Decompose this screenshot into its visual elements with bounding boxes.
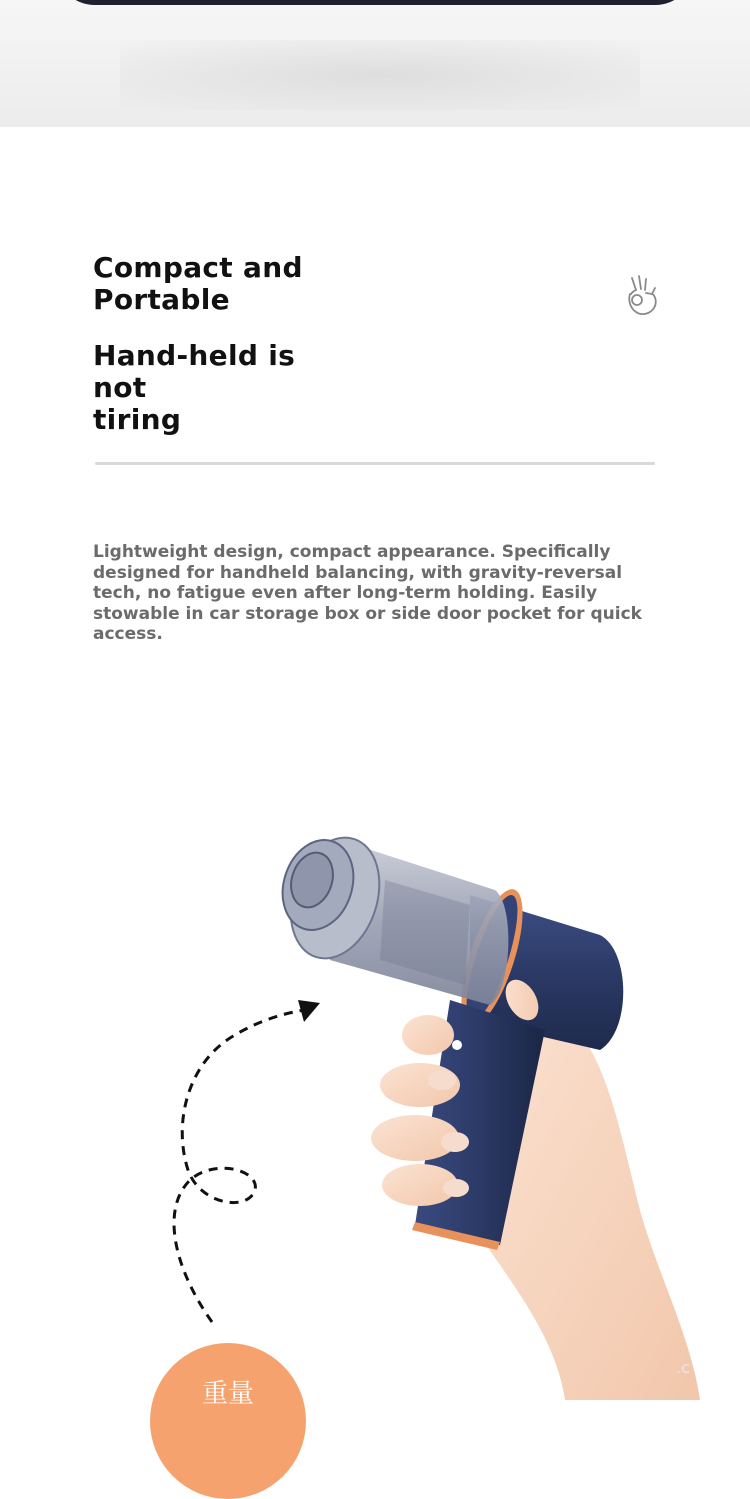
watermark: .c — [676, 1358, 690, 1377]
ok-hand-icon — [624, 274, 660, 318]
top-product-banner — [0, 0, 750, 127]
banner-shadow — [120, 40, 640, 110]
feature-title-line1: Compact and — [93, 251, 303, 284]
feature-description: Lightweight design, compact appearance. Specifically designed for handheld balancing, with gravity-reversal tech, no fatigue even after long-term holding. Easily stowable in car storage box or side door pocket for quick access. — [93, 542, 642, 644]
weight-badge-label: 重量 — [201, 1379, 254, 1409]
device-edge-image — [55, 0, 695, 5]
feature-title-line2: Portable — [93, 283, 230, 316]
handheld-vacuum-product-image — [0, 780, 750, 1400]
feature-subtitle-line1: Hand-held is not — [93, 339, 296, 404]
feature-subtitle-line2: tiring — [93, 403, 182, 436]
section-divider — [95, 462, 655, 465]
weight-badge — [150, 1343, 306, 1499]
feature-title — [93, 252, 353, 316]
feature-subtitle — [93, 340, 353, 436]
